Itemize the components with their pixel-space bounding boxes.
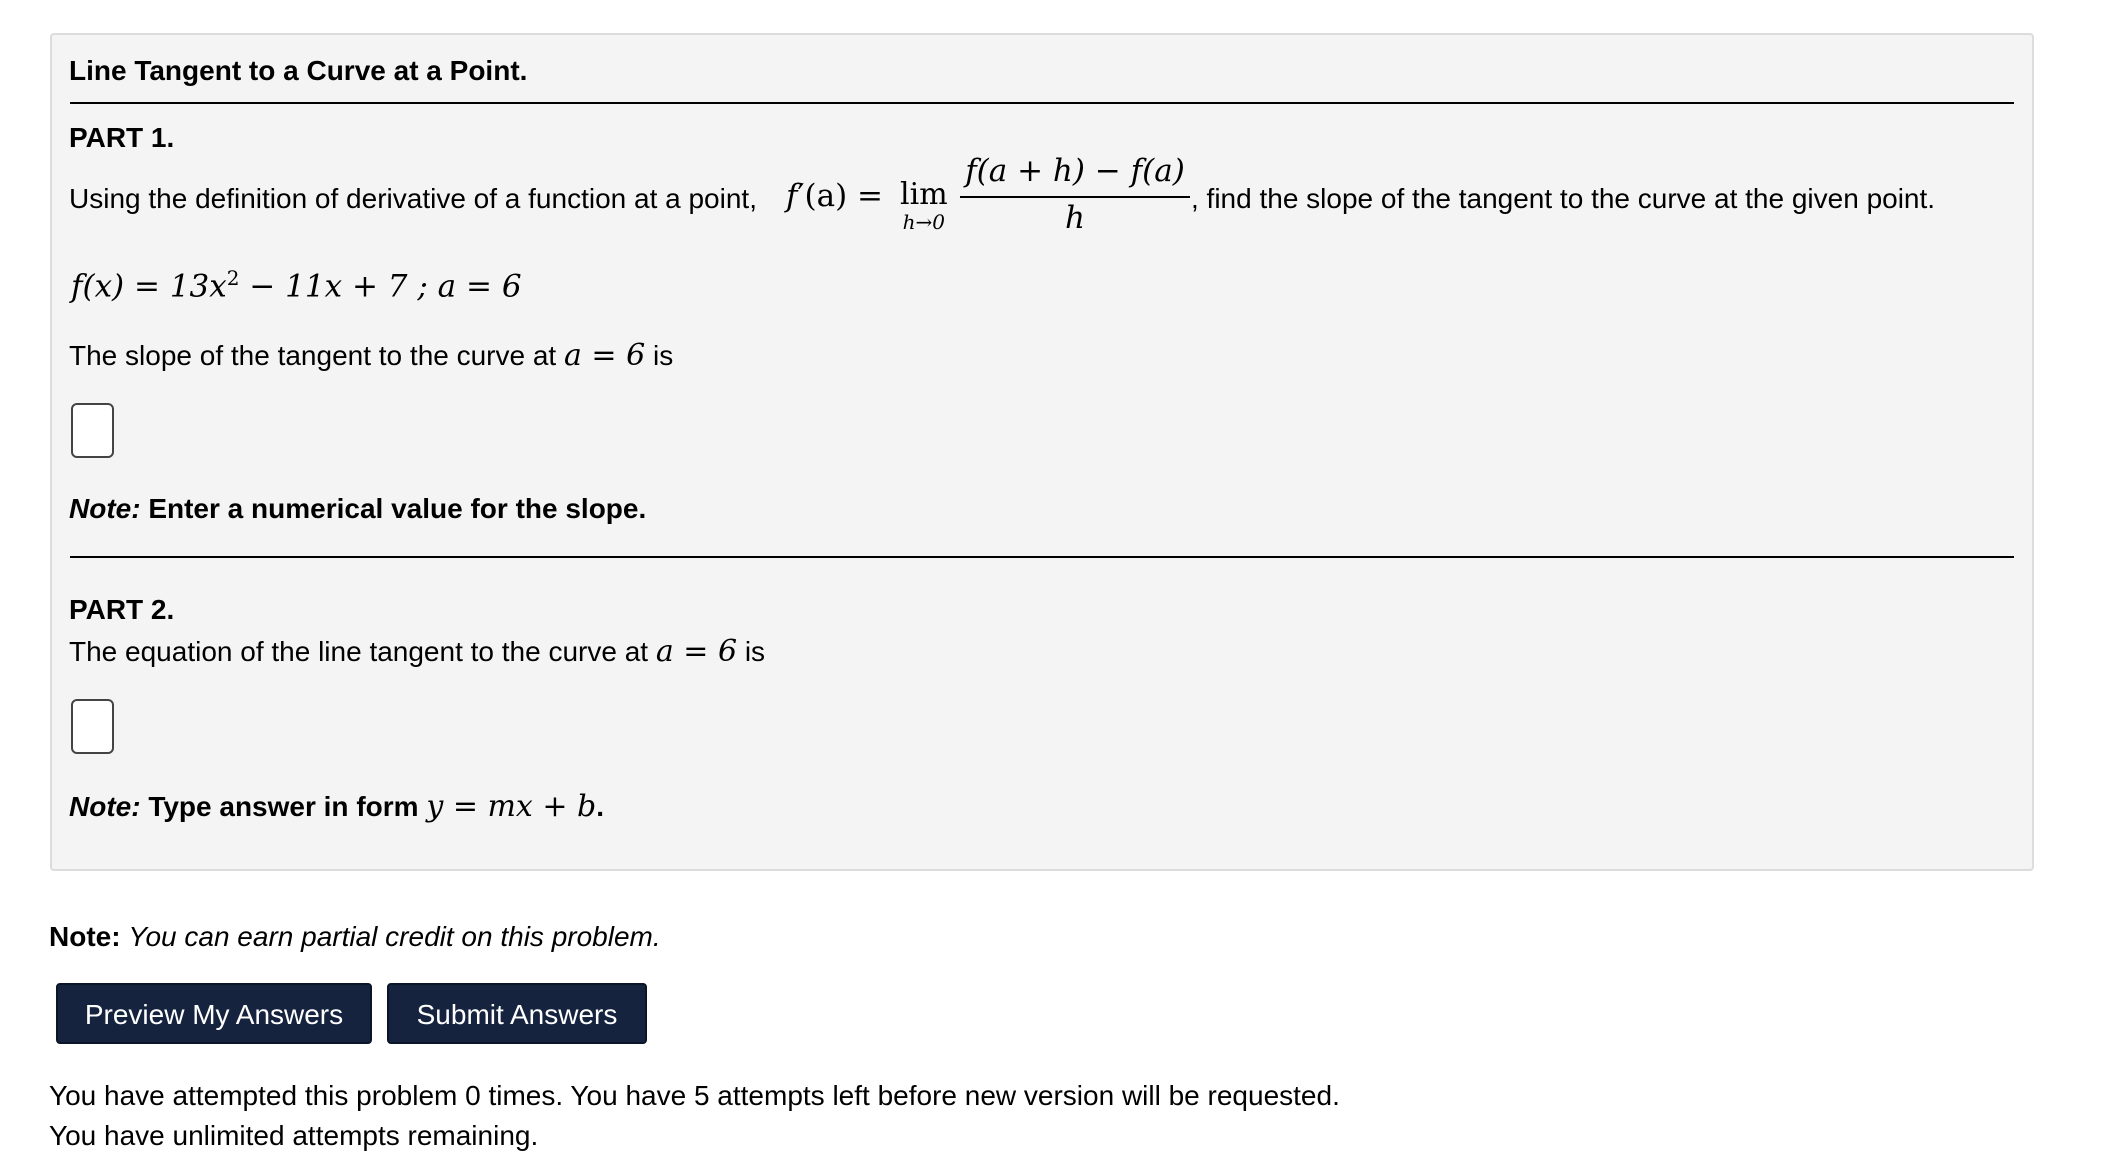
part1-heading: PART 1. [69,122,175,153]
difference-quotient-numerator: f(a + h) − f(a) [965,153,1185,189]
derivative-prime: ′ [797,178,805,214]
unlimited-attempts-status: You have unlimited attempts remaining. [49,1120,539,1151]
part2-heading: PART 2. [69,594,175,625]
part2-question-end: is [737,636,766,667]
partial-credit-note [49,921,661,953]
function-rhs: − 11x + 7 ; a = 6 [239,268,522,305]
limit-word: lim [900,177,948,212]
part1-question-math: a = 6 [564,338,646,373]
part2-question-start: The equation of the line tangent to the curve at [69,636,656,667]
part2-question [69,634,765,669]
part2-note-end: . [596,791,605,822]
part1-intro-start: Using the definition of derivative of a function at a point, [69,183,757,214]
attempts-status: You have attempted this problem 0 times. You have 5 attempts left before new version will be requested. [49,1080,1340,1111]
tangent-line-answer-input[interactable] [71,699,114,754]
part1-note-text: Enter a numerical value for the slope. [140,493,647,524]
part1-note [69,493,646,525]
part2-note-label: Note: [69,791,141,822]
derivative-arg: (a) = [804,178,884,214]
part1-intro-end: , find the slope of the tangent to the curve at the given point. [1191,183,1936,214]
limit-subscript: h→0 [902,210,945,234]
part1-question [69,338,673,373]
function-definition [71,266,522,304]
part2-note-text: Type answer in form [140,791,427,822]
partial-credit-text: You can earn partial credit on this problem. [128,921,661,952]
part2-note [69,789,604,824]
fraction-bar [960,196,1190,198]
submit-answers-button[interactable]: Submit Answers [387,983,647,1044]
part2-note-math: y = mx + b [426,789,597,824]
difference-quotient-denominator: h [1065,200,1085,236]
problem-title: Line Tangent to a Curve at a Point. [69,55,528,86]
slope-answer-input[interactable] [71,403,114,458]
title-divider [70,102,2014,104]
derivative-f: f [786,178,798,214]
part1-question-start: The slope of the tangent to the curve at [69,340,564,371]
part2-question-math: a = 6 [655,634,738,669]
part1-note-label: Note: [69,493,141,524]
preview-answers-button[interactable]: Preview My Answers [56,983,372,1044]
part-divider [70,556,2014,558]
derivative-lhs [786,178,883,214]
limit-operator [900,177,948,234]
partial-credit-label: Note: [49,921,121,952]
function-exponent: 2 [226,266,240,290]
function-lhs: f(x) = 13x [71,268,227,305]
part1-question-end: is [645,340,674,371]
